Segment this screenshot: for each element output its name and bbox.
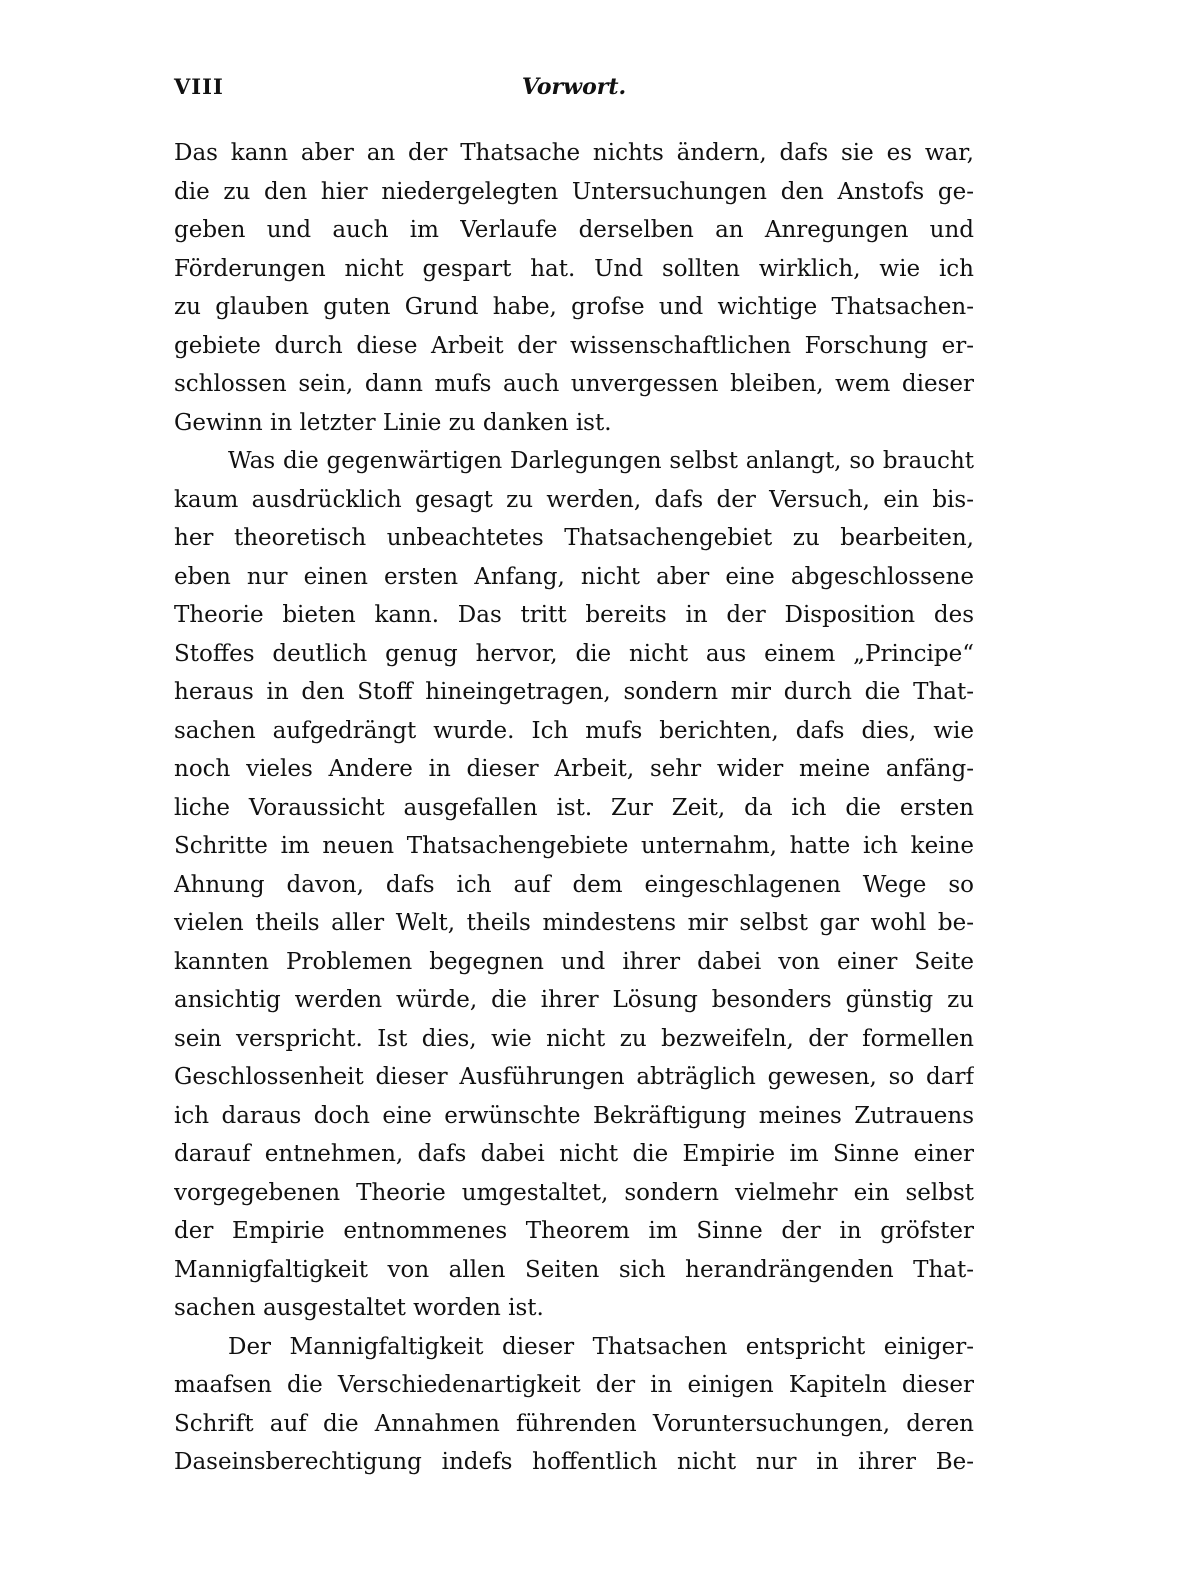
text-line: gebiete durch diese Arbeit der wissenschaftlichen Forschung er- — [174, 332, 974, 359]
text-line: vorgegebenen Theorie umgestaltet, sondern vielmehr ein selbst — [174, 1179, 974, 1206]
text-line: ansichtig werden würde, die ihrer Lösung besonders günstig zu — [174, 987, 974, 1013]
text-line: heraus in den Stoff hineingetragen, sondern mir durch die That- — [174, 679, 974, 705]
paragraph — [174, 442, 974, 1328]
paragraph — [174, 1328, 974, 1482]
text-line: sachen ausgestaltet worden ist. — [174, 1295, 544, 1321]
text-line: Gewinn in letzter Linie zu danken ist. — [174, 409, 612, 436]
text-line: Mannigfaltigkeit von allen Seiten sich herandrängenden That- — [174, 1256, 974, 1283]
text-line: Schrift auf die Annahmen führenden Voruntersuchungen, deren — [174, 1410, 974, 1437]
text-line: Förderungen nicht gespart hat. Und sollten wirklich, wie ich — [174, 255, 974, 282]
text-line: geben und auch im Verlaufe derselben an Anregungen und — [174, 217, 974, 243]
text-line: der Empirie entnommenes Theorem im Sinne der in gröfster — [174, 1218, 974, 1244]
text-line: maafsen die Verschiedenartigkeit der in einigen Kapiteln dieser — [174, 1372, 974, 1398]
text-line: sachen aufgedrängt wurde. Ich mufs berichten, dafs dies, wie — [174, 717, 974, 744]
text-line: eben nur einen ersten Anfang, nicht aber eine abgeschlossene — [174, 563, 974, 590]
text-line: Schritte im neuen Thatsachengebiete unternahm, hatte ich keine — [174, 833, 974, 859]
text-line: kaum ausdrücklich gesagt zu werden, dafs der Versuch, ein bis- — [174, 486, 974, 513]
text-line: zu glauben guten Grund habe, grofse und wichtige Thatsachen- — [174, 294, 974, 320]
paragraph — [174, 134, 974, 442]
running-title: Vorwort. — [521, 74, 627, 100]
text-line: Das kann aber an der Thatsache nichts ändern, dafs sie es war, — [174, 140, 974, 166]
text-line: liche Voraussicht ausgefallen ist. Zur Zeit, da ich die ersten — [174, 794, 974, 821]
text-line: vielen theils aller Welt, theils mindestens mir selbst gar wohl be- — [174, 910, 974, 936]
page-number: VIII — [174, 74, 224, 99]
text-line: Was die gegenwärtigen Darlegungen selbst anlangt, so braucht — [228, 448, 974, 474]
text-line: die zu den hier niedergelegten Untersuchungen den Anstofs ge- — [174, 178, 974, 205]
body-text — [174, 134, 974, 1482]
text-line: Theorie bieten kann. Das tritt bereits in der Disposition des — [174, 602, 974, 628]
text-line: noch vieles Andere in dieser Arbeit, sehr wider meine anfäng- — [174, 756, 974, 782]
text-line: Daseinsberechtigung indefs hoffentlich nicht nur in ihrer Be- — [174, 1449, 974, 1475]
text-line: Ahnung davon, dafs ich auf dem eingeschlagenen Wege so — [174, 871, 974, 898]
text-line: Geschlossenheit dieser Ausführungen abträglich gewesen, so darf — [174, 1064, 974, 1090]
running-head — [174, 74, 974, 108]
text-line: sein verspricht. Ist dies, wie nicht zu bezweifeln, der formellen — [174, 1025, 974, 1052]
text-line: kannten Problemen begegnen und ihrer dabei von einer Seite — [174, 948, 974, 975]
text-line: schlossen sein, dann mufs auch unvergessen bleiben, wem dieser — [174, 371, 974, 397]
text-line: Stoffes deutlich genug hervor, die nicht aus einem „Principe“ — [174, 640, 974, 667]
text-line: darauf entnehmen, dafs dabei nicht die Empirie im Sinne einer — [174, 1141, 974, 1167]
text-line: ich daraus doch eine erwünschte Bekräftigung meines Zutrauens — [174, 1102, 974, 1129]
text-line: Der Mannigfaltigkeit dieser Thatsachen entspricht einiger- — [228, 1333, 974, 1360]
text-line: her theoretisch unbeachtetes Thatsachengebiet zu bearbeiten, — [174, 525, 974, 551]
